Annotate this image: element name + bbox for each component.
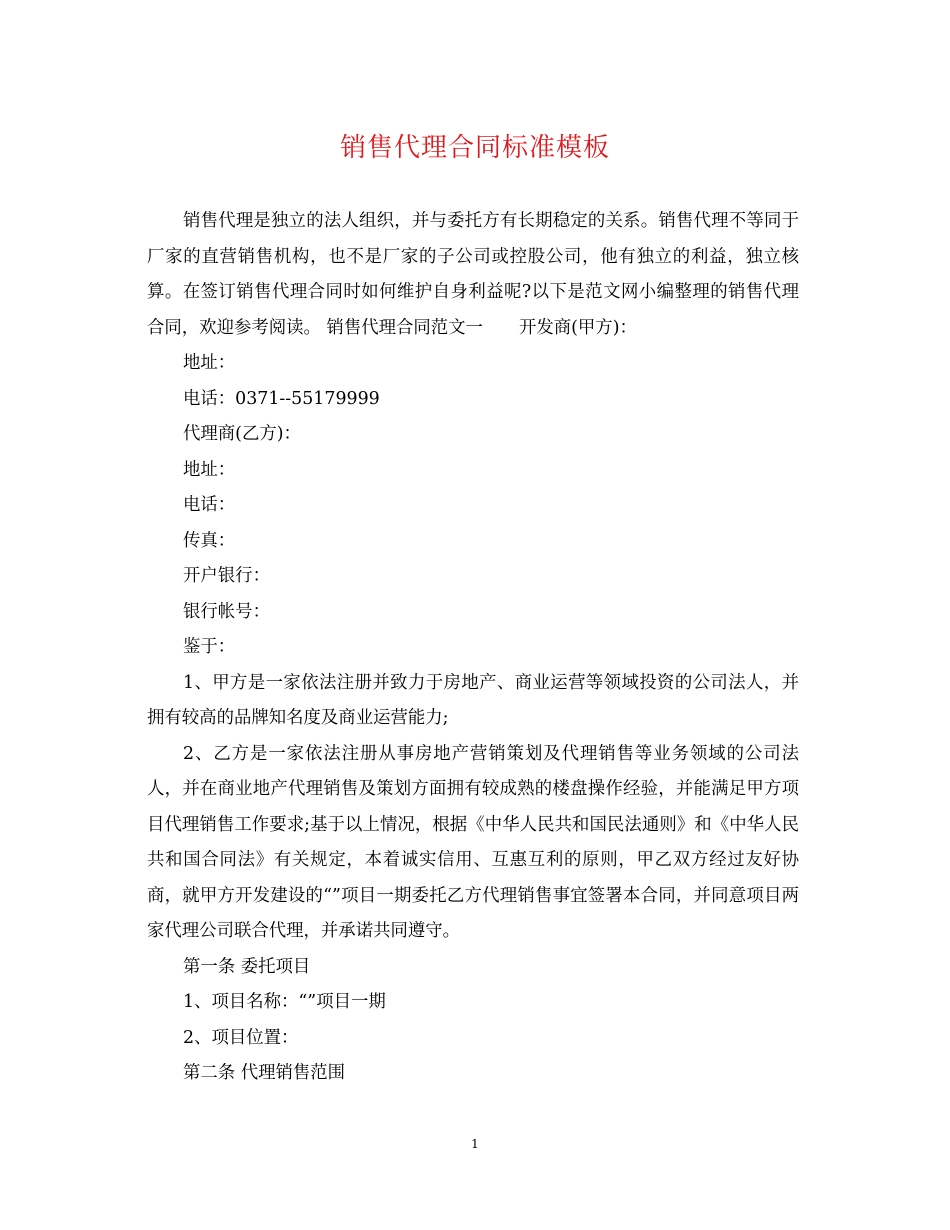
clause-1: 1、甲方是一家依法注册并致力于房地产、商业运营等领域投资的公司法人，并拥有较高的品牌知名度及商业运营能力;	[147, 672, 799, 728]
project-location: 2、项目位置：	[183, 1027, 299, 1048]
article-2-heading: 第二条 代理销售范围	[183, 1063, 346, 1083]
party-b-label: 代理商(乙方)：	[183, 424, 301, 444]
party-b-address: 地址：	[183, 459, 236, 480]
bank-account: 银行帐号：	[183, 601, 270, 622]
intro-text: 销售代理是独立的法人组织，并与委托方有长期稳定的关系。销售代理不等同于厂家的直营销售机构，也不是厂家的子公司或控股公司，他有独立的利益，独立核算。在签订销售代理合同时如何维护自身利益呢?以下是范文网小编整理的销售代理合同，欢迎参考阅读。 销售代理合同范文一	[147, 211, 799, 338]
project-name: 1、项目名称：“”项目一期	[183, 992, 386, 1012]
party-a-phone: 电话：0371--55179999	[183, 388, 380, 409]
page-number: 1	[471, 1137, 479, 1151]
article-1-heading: 第一条 委托项目	[183, 956, 311, 977]
clause-2: 2、乙方是一家依法注册从事房地产营销策划及代理销售等业务领域的公司法人，并在商业地产代理销售及策划方面拥有较成熟的楼盘操作经验，并能满足甲方项目代理销售工作要求;基于以上情况，根据《中华人民共和国民法通则》和《中华人民共和国合同法》有关规定，本着诚实信用、互惠互利的原则，甲乙双方经过友好协商，就甲方开发建设的“”项目一期委托乙方代理销售事宜签署本合同，并同意项目两家代理公司联合代理，并承诺共同遵守。	[147, 743, 799, 941]
document-title: 销售代理合同标准模板	[339, 133, 610, 163]
bank-name: 开户银行：	[183, 566, 270, 586]
intro-paragraph	[147, 204, 799, 346]
party-a-address: 地址：	[183, 353, 236, 373]
document-body	[147, 204, 799, 1092]
party-b-phone: 电话：	[183, 495, 236, 515]
whereas-heading: 鉴于：	[183, 637, 236, 657]
party-b-fax: 传真：	[183, 530, 236, 551]
party-a-label: 开发商(甲方)：	[518, 317, 637, 338]
